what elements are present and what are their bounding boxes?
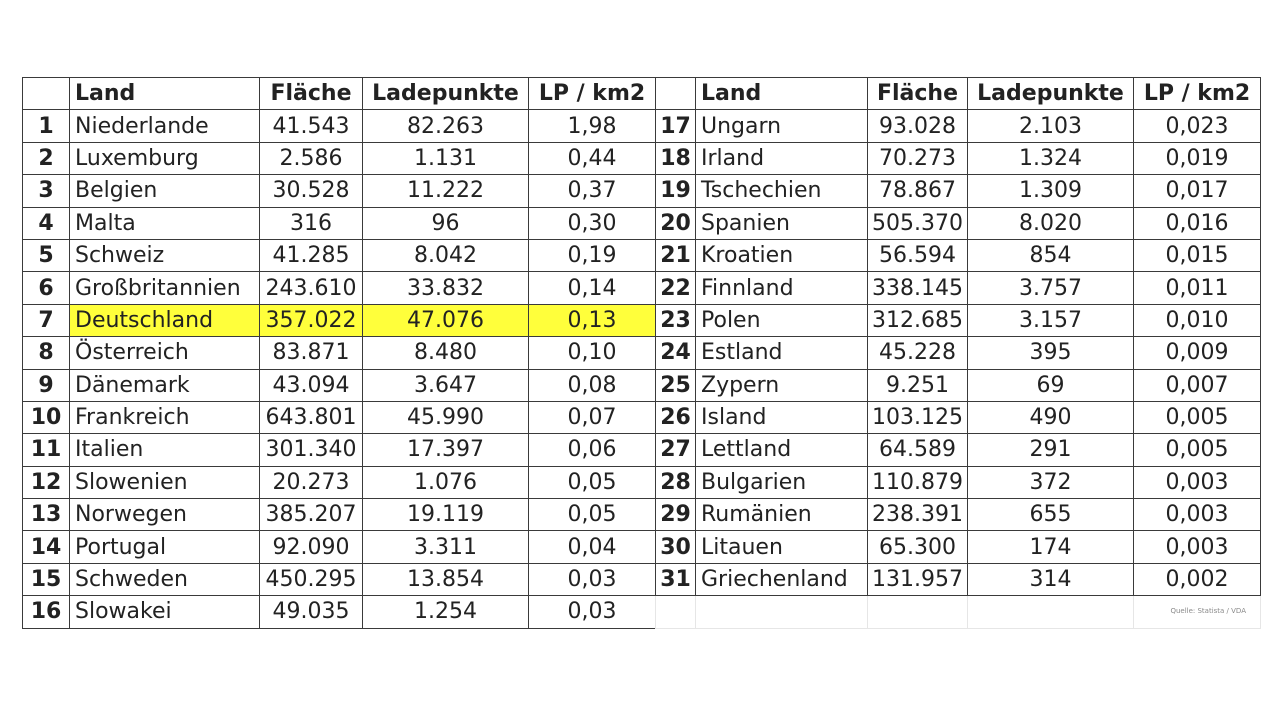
density-cell: 0,003: [1134, 466, 1261, 498]
country-cell: Frankreich: [70, 401, 260, 433]
density-cell: 0,19: [529, 239, 656, 271]
area-cell: 357.022: [260, 304, 363, 336]
rank-cell: 25: [656, 369, 696, 401]
rank-cell: 16: [23, 596, 70, 628]
table-row: [656, 110, 1261, 142]
density-cell: 0,05: [529, 499, 656, 531]
area-cell: 131.957: [868, 563, 968, 595]
density-cell: 0,003: [1134, 499, 1261, 531]
country-cell: Großbritannien: [70, 272, 260, 304]
area-cell: 43.094: [260, 369, 363, 401]
rank-cell: 24: [656, 337, 696, 369]
table-row: [23, 142, 656, 174]
table-row: [656, 207, 1261, 239]
chargepoints-cell: 69: [968, 369, 1134, 401]
country-cell: Niederlande: [70, 110, 260, 142]
table-row: [23, 175, 656, 207]
rank-cell: 19: [656, 175, 696, 207]
rank-cell: 13: [23, 499, 70, 531]
table-row: [23, 563, 656, 595]
country-cell: Schweiz: [70, 239, 260, 271]
chargepoints-cell: 655: [968, 499, 1134, 531]
rank-cell: 20: [656, 207, 696, 239]
area-cell: 316: [260, 207, 363, 239]
rank-cell: 21: [656, 239, 696, 271]
density-cell: 0,002: [1134, 563, 1261, 595]
chargepoints-cell: 490: [968, 401, 1134, 433]
density-cell: 0,023: [1134, 110, 1261, 142]
country-cell: Zypern: [696, 369, 868, 401]
table-row: [656, 369, 1261, 401]
country-cell: Spanien: [696, 207, 868, 239]
rank-cell: 10: [23, 401, 70, 433]
table-row: [656, 239, 1261, 271]
table-row: [23, 337, 656, 369]
empty-cell: [696, 596, 868, 628]
density-cell: 0,30: [529, 207, 656, 239]
rank-header: [23, 78, 70, 110]
country-cell: Griechenland: [696, 563, 868, 595]
area-cell: 92.090: [260, 531, 363, 563]
country-cell: Portugal: [70, 531, 260, 563]
density-cell: 0,009: [1134, 337, 1261, 369]
rank-cell: 4: [23, 207, 70, 239]
header-row: [23, 78, 656, 110]
rank-cell: 26: [656, 401, 696, 433]
area-cell: 45.228: [868, 337, 968, 369]
country-cell: Schweden: [70, 563, 260, 595]
table-row: [656, 499, 1261, 531]
rank-cell: 7: [23, 304, 70, 336]
table-row: [656, 337, 1261, 369]
table-row: [656, 142, 1261, 174]
table-row: [23, 369, 656, 401]
density-cell: 0,10: [529, 337, 656, 369]
chargepoints-cell: 314: [968, 563, 1134, 595]
lp-km2-header: LP / km2: [529, 78, 656, 110]
table-row: [23, 239, 656, 271]
density-cell: 0,07: [529, 401, 656, 433]
area-cell: 9.251: [868, 369, 968, 401]
chargepoints-cell: 395: [968, 337, 1134, 369]
area-cell: 65.300: [868, 531, 968, 563]
country-cell: Irland: [696, 142, 868, 174]
chargepoints-cell: 1.309: [968, 175, 1134, 207]
chargepoints-cell: 3.757: [968, 272, 1134, 304]
country-cell: Finnland: [696, 272, 868, 304]
country-cell: Bulgarien: [696, 466, 868, 498]
chargepoints-cell: 96: [363, 207, 529, 239]
country-cell: Dänemark: [70, 369, 260, 401]
density-cell: 0,37: [529, 175, 656, 207]
density-cell: 0,017: [1134, 175, 1261, 207]
chargepoints-cell: 3.311: [363, 531, 529, 563]
chargepoints-cell: 19.119: [363, 499, 529, 531]
rank-cell: 12: [23, 466, 70, 498]
density-cell: 0,011: [1134, 272, 1261, 304]
area-cell: 312.685: [868, 304, 968, 336]
density-cell: 0,003: [1134, 531, 1261, 563]
chargepoints-cell: 33.832: [363, 272, 529, 304]
chargepoints-cell: 3.647: [363, 369, 529, 401]
rank-cell: 14: [23, 531, 70, 563]
area-cell: 70.273: [868, 142, 968, 174]
density-cell: 0,14: [529, 272, 656, 304]
country-cell: Litauen: [696, 531, 868, 563]
rank-cell: 18: [656, 142, 696, 174]
rank-cell: 6: [23, 272, 70, 304]
area-cell: 385.207: [260, 499, 363, 531]
area-cell: 93.028: [868, 110, 968, 142]
table-row: [656, 531, 1261, 563]
rank-cell: 8: [23, 337, 70, 369]
area-cell: 301.340: [260, 434, 363, 466]
area-cell: 450.295: [260, 563, 363, 595]
density-cell: 0,44: [529, 142, 656, 174]
area-cell: 30.528: [260, 175, 363, 207]
rank-cell: 9: [23, 369, 70, 401]
density-cell: 0,03: [529, 563, 656, 595]
area-cell: 2.586: [260, 142, 363, 174]
chargepoints-cell: 8.020: [968, 207, 1134, 239]
ladepunkte-header: Ladepunkte: [363, 78, 529, 110]
table-row: [656, 304, 1261, 336]
table-row: [23, 531, 656, 563]
country-cell: Norwegen: [70, 499, 260, 531]
table-body-right: [656, 110, 1261, 628]
chargepoints-cell: 47.076: [363, 304, 529, 336]
table-row: [23, 596, 656, 628]
area-cell: 243.610: [260, 272, 363, 304]
chargepoints-cell: 1.324: [968, 142, 1134, 174]
country-cell: Slowenien: [70, 466, 260, 498]
chargepoints-cell: 854: [968, 239, 1134, 271]
land-header: Land: [696, 78, 868, 110]
density-cell: 0,06: [529, 434, 656, 466]
country-cell: Österreich: [70, 337, 260, 369]
rank-cell: 2: [23, 142, 70, 174]
country-cell: Deutschland: [70, 304, 260, 336]
country-cell: Kroatien: [696, 239, 868, 271]
rank-cell: 1: [23, 110, 70, 142]
ranking-table-left: [22, 77, 656, 629]
rank-cell: 27: [656, 434, 696, 466]
empty-cell: [968, 596, 1134, 628]
chargepoints-cell: 13.854: [363, 563, 529, 595]
chargepoints-cell: 8.042: [363, 239, 529, 271]
area-cell: 56.594: [868, 239, 968, 271]
area-cell: 41.543: [260, 110, 363, 142]
rank-cell: 28: [656, 466, 696, 498]
density-cell: 0,05: [529, 466, 656, 498]
country-cell: Tschechien: [696, 175, 868, 207]
rank-cell: 5: [23, 239, 70, 271]
table-row: [656, 175, 1261, 207]
area-cell: 338.145: [868, 272, 968, 304]
country-cell: Polen: [696, 304, 868, 336]
lp-km2-header: LP / km2: [1134, 78, 1261, 110]
area-cell: 64.589: [868, 434, 968, 466]
table-row: [656, 466, 1261, 498]
country-cell: Estland: [696, 337, 868, 369]
table-row: [656, 401, 1261, 433]
country-cell: Belgien: [70, 175, 260, 207]
density-cell: 0,016: [1134, 207, 1261, 239]
table-row: [23, 272, 656, 304]
header-row: [656, 78, 1261, 110]
rank-cell: 29: [656, 499, 696, 531]
density-cell: 0,08: [529, 369, 656, 401]
source-note: Quelle: Statista / VDA: [1134, 596, 1261, 628]
chargepoints-cell: 1.254: [363, 596, 529, 628]
rank-cell: 22: [656, 272, 696, 304]
flaeche-header: Fläche: [260, 78, 363, 110]
table-body-left: [23, 110, 656, 628]
ranking-table-right: [655, 77, 1261, 629]
density-cell: 0,13: [529, 304, 656, 336]
land-header: Land: [70, 78, 260, 110]
country-cell: Luxemburg: [70, 142, 260, 174]
rank-cell: 30: [656, 531, 696, 563]
empty-cell: [656, 596, 696, 628]
area-cell: 41.285: [260, 239, 363, 271]
country-cell: Italien: [70, 434, 260, 466]
area-cell: 643.801: [260, 401, 363, 433]
chargepoints-cell: 1.131: [363, 142, 529, 174]
rank-cell: 11: [23, 434, 70, 466]
density-cell: 0,007: [1134, 369, 1261, 401]
rank-cell: 3: [23, 175, 70, 207]
flaeche-header: Fläche: [868, 78, 968, 110]
chargepoints-cell: 8.480: [363, 337, 529, 369]
area-cell: 505.370: [868, 207, 968, 239]
rank-cell: 23: [656, 304, 696, 336]
area-cell: 238.391: [868, 499, 968, 531]
chargepoints-cell: 291: [968, 434, 1134, 466]
country-cell: Slowakei: [70, 596, 260, 628]
country-cell: Rumänien: [696, 499, 868, 531]
density-cell: 0,03: [529, 596, 656, 628]
rank-cell: 15: [23, 563, 70, 595]
density-cell: 1,98: [529, 110, 656, 142]
country-cell: Lettland: [696, 434, 868, 466]
density-cell: 0,019: [1134, 142, 1261, 174]
density-cell: 0,005: [1134, 434, 1261, 466]
density-cell: 0,04: [529, 531, 656, 563]
chargepoints-cell: 45.990: [363, 401, 529, 433]
country-cell: Island: [696, 401, 868, 433]
rank-cell: 17: [656, 110, 696, 142]
table-row: [23, 466, 656, 498]
area-cell: 103.125: [868, 401, 968, 433]
chargepoints-cell: 2.103: [968, 110, 1134, 142]
table-row: [656, 272, 1261, 304]
table-row: [23, 207, 656, 239]
empty-cell: [868, 596, 968, 628]
area-cell: 78.867: [868, 175, 968, 207]
area-cell: 20.273: [260, 466, 363, 498]
table-row: [23, 304, 656, 336]
rank-cell: 31: [656, 563, 696, 595]
area-cell: 49.035: [260, 596, 363, 628]
country-cell: Malta: [70, 207, 260, 239]
density-cell: 0,015: [1134, 239, 1261, 271]
chargepoints-cell: 82.263: [363, 110, 529, 142]
table-row: [656, 563, 1261, 595]
table-row: [23, 434, 656, 466]
country-cell: Ungarn: [696, 110, 868, 142]
density-cell: 0,010: [1134, 304, 1261, 336]
chargepoints-cell: 3.157: [968, 304, 1134, 336]
chargepoints-cell: 17.397: [363, 434, 529, 466]
source-row: [656, 596, 1261, 628]
table-row: [23, 499, 656, 531]
chargepoints-cell: 174: [968, 531, 1134, 563]
table-row: [23, 401, 656, 433]
chargepoints-cell: 1.076: [363, 466, 529, 498]
ladepunkte-header: Ladepunkte: [968, 78, 1134, 110]
area-cell: 110.879: [868, 466, 968, 498]
table-row: [23, 110, 656, 142]
area-cell: 83.871: [260, 337, 363, 369]
chargepoints-cell: 372: [968, 466, 1134, 498]
rank-header: [656, 78, 696, 110]
table-row: [656, 434, 1261, 466]
density-cell: 0,005: [1134, 401, 1261, 433]
chargepoints-cell: 11.222: [363, 175, 529, 207]
